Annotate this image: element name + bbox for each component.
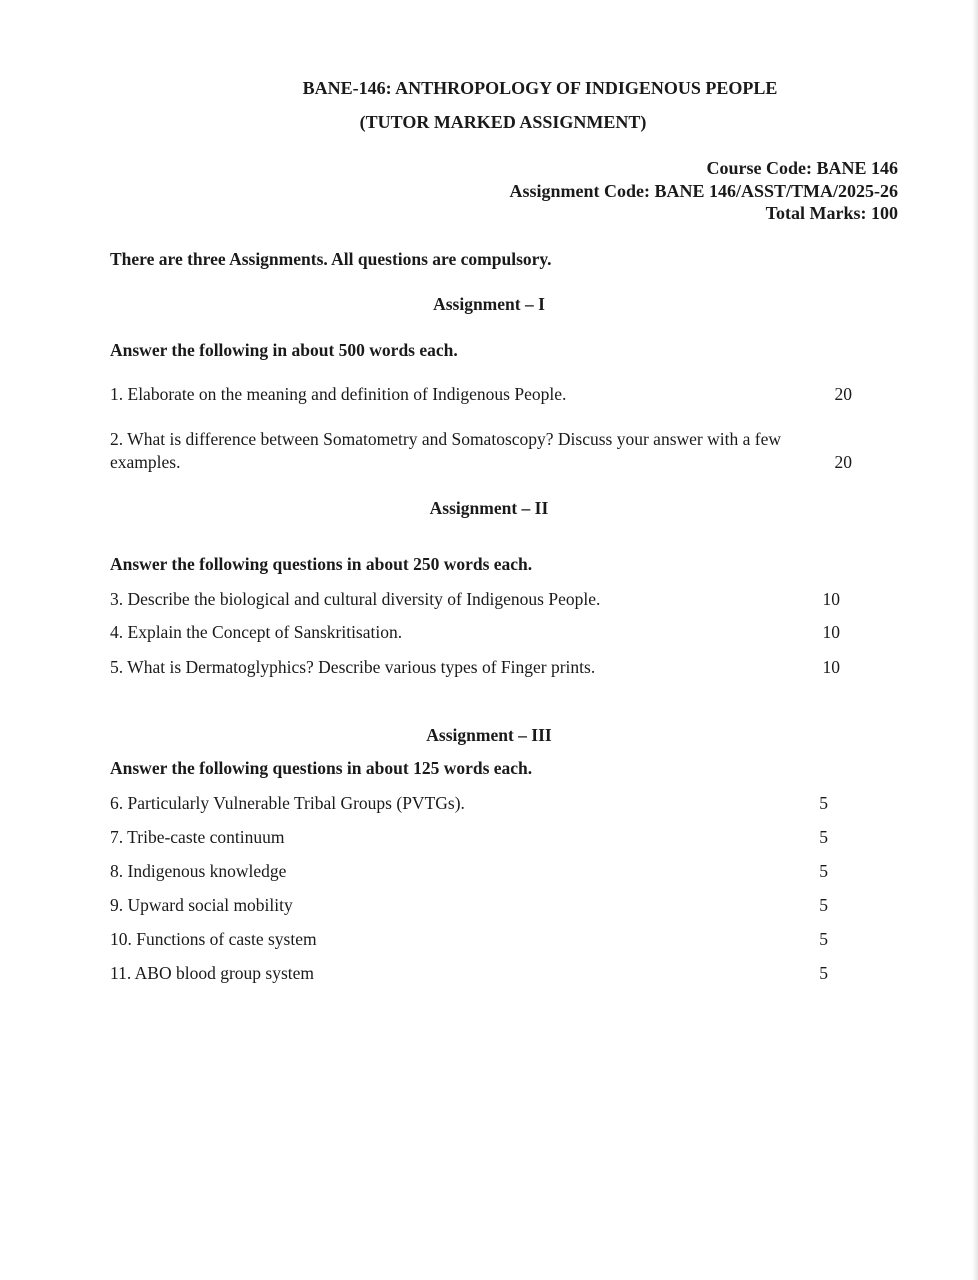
question-11: 11. ABO blood group system [110,963,315,983]
question-7-marks: 5 [819,827,828,847]
question-7: 7. Tribe-caste continuum [110,827,285,847]
assignment-1-heading: Assignment – I [433,294,545,314]
question-2-line2: examples. [110,452,181,472]
question-8: 8. Indigenous knowledge [110,861,287,881]
document-title: BANE-146: ANTHROPOLOGY OF INDIGENOUS PEOPLE [302,78,778,98]
question-5-marks: 10 [822,657,840,677]
question-6-marks: 5 [819,793,828,813]
assignment-2-instruction: Answer the following questions in about 250 words each. [110,554,533,574]
question-11-marks: 5 [819,963,828,983]
assignment-3-instruction: Answer the following questions in about 125 words each. [110,758,533,778]
question-3-marks: 10 [822,589,840,609]
question-9: 9. Upward social mobility [110,895,293,915]
assignment-code: Assignment Code: BANE 146/ASST/TMA/2025-26 [509,181,898,201]
question-9-marks: 5 [819,895,828,915]
question-10-marks: 5 [819,929,828,949]
question-2-line1: 2. What is difference between Somatometry and Somatoscopy? Discuss your answer with a few [110,429,781,449]
assignment-1-instruction: Answer the following in about 500 words each. [110,340,458,360]
question-8-marks: 5 [819,861,828,881]
question-10: 10. Functions of caste system [110,929,317,949]
question-5: 5. What is Dermatoglyphics? Describe various types of Finger prints. [110,657,596,677]
intro-instruction: There are three Assignments. All questions are compulsory. [110,249,552,269]
question-4-marks: 10 [822,622,840,642]
question-1-marks: 20 [834,384,852,404]
page-edge-shadow [972,0,978,1280]
assignment-2-heading: Assignment – II [429,498,549,518]
question-2-marks: 20 [834,452,852,472]
question-6: 6. Particularly Vulnerable Tribal Groups (PVTGs). [110,793,465,813]
course-code: Course Code: BANE 146 [706,158,898,178]
document-subtitle: (TUTOR MARKED ASSIGNMENT) [359,112,647,132]
total-marks: Total Marks: 100 [765,203,898,223]
question-3: 3. Describe the biological and cultural diversity of Indigenous People. [110,589,601,609]
question-4: 4. Explain the Concept of Sanskritisation. [110,622,403,642]
assignment-3-heading: Assignment – III [426,725,552,745]
question-1: 1. Elaborate on the meaning and definition of Indigenous People. [110,384,567,404]
